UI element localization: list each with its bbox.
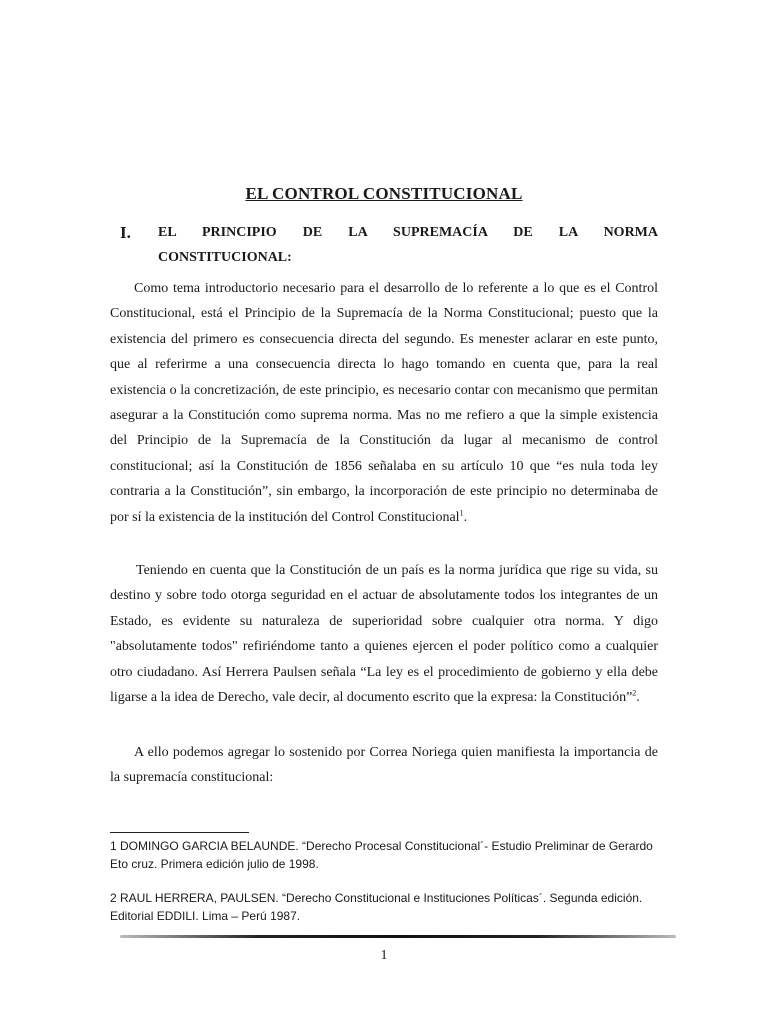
- paragraph-1-text: Como tema introductorio necesario para el desarrollo de lo referente a lo que es el Control Constitucional, está el Principio de la Supremacía de la Norma Constitucional; puesto que la existencia del primero es consecuencia directa del segundo. Es menester aclarar en este punto, que al referirme a una consecuencia directa lo hago tomando en cuenta que, para la real existencia o la concretización, de este principio, es necesario contar con mecanismo que permitan asegurar a la Constitución como suprema norma. Mas no me refiero a que la simple existencia del Principio de la Supremacía de la Constitución da lugar al mecanismo de control constitucional; así la Constitución de 1856 señalaba en su artículo 10 que “es nula toda ley contraria a la Constitución”, sin embargo, la incorporación de este principio no determinaba de por sí la existencia de la institución del Control Constitucional: [110, 281, 658, 525]
- paragraph-1: [110, 276, 658, 530]
- footnote-ref-1: 1: [459, 508, 464, 517]
- footnote-1: 1 DOMINGO GARCIA BELAUNDE. “Derecho Procesal Constitucional´- Estudio Preliminar de Gerardo Eto cruz. Primera edición julio de 1998.: [110, 839, 653, 871]
- page-number: 1: [380, 948, 388, 963]
- document-title: EL CONTROL CONSTITUCIONAL: [245, 184, 523, 203]
- footer-divider: [120, 935, 676, 938]
- section-heading-line-1: EL PRINCIPIO DE LA SUPREMACÍA DE LA NORMA: [158, 225, 658, 240]
- footnote-2: 2 RAUL HERRERA, PAULSEN. “Derecho Constitucional e Instituciones Políticas´. Segunda edición. Editorial EDDILI. Lima – Perú 1987.: [110, 891, 643, 923]
- paragraph-2: [110, 558, 658, 710]
- paragraph-3-text: A ello podemos agregar lo sostenido por Correa Noriega quien manifiesta la importancia de la supremacía constitucional:: [110, 745, 658, 786]
- section-heading-line-2: CONSTITUCIONAL:: [158, 250, 292, 265]
- paragraph-3: [110, 740, 658, 791]
- section-number: I.: [120, 223, 131, 242]
- paragraph-2-text: Teniendo en cuenta que la Constitución de un país es la norma jurídica que rige su vida, su destino y sobre todo otorga seguridad en el actuar de absolutamente todos los integrantes de un Estado, es evidente su naturaleza de superioridad sobre cualquier otra norma. Y digo "absolutamente todos" refiriéndome tanto a quienes ejercen el poder político como a cualquier otro ciudadano. Así Herrera Paulsen señala “La ley es el procedimiento de gobierno y ella debe ligarse a la idea de Derecho, vale decir, al documento escrito que la expresa: la Constitución”: [110, 563, 658, 706]
- paragraph-2-tail: .: [636, 690, 640, 706]
- footnote-ref-2: 2: [632, 688, 637, 698]
- paragraph-1-tail: .: [463, 509, 468, 525]
- footnote-separator: [110, 832, 249, 833]
